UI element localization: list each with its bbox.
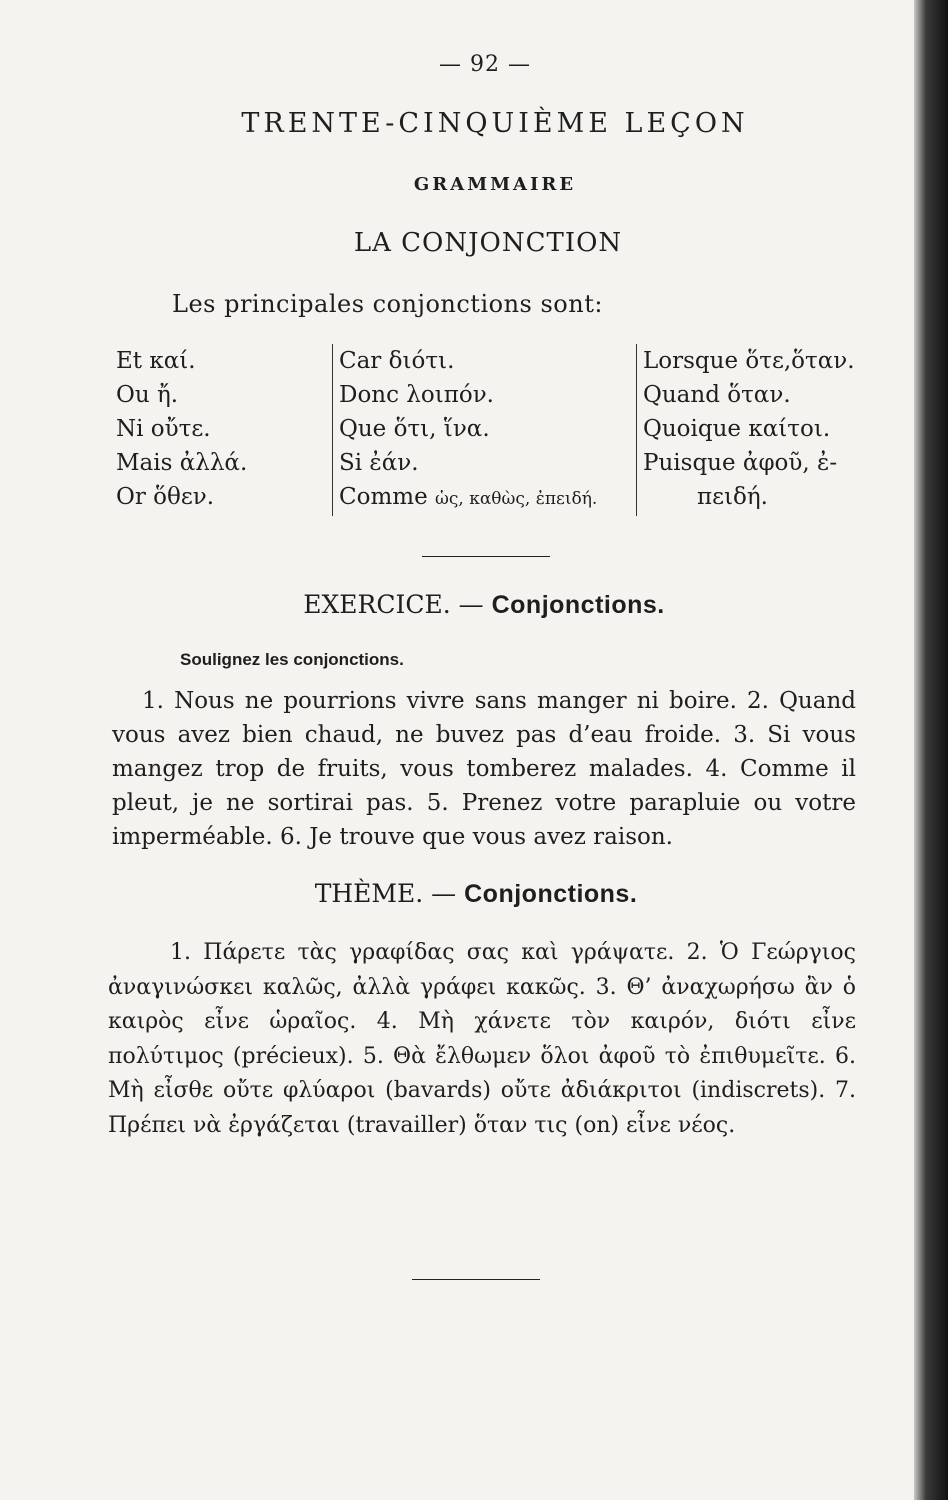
book-gutter: [914, 0, 948, 1500]
section-heading: GRAMMAIRE: [413, 174, 577, 195]
divider-rule: [412, 1279, 540, 1280]
exercise-heading: [0, 590, 948, 620]
conjunctions-column-3: [636, 344, 855, 516]
subsection-heading: LA CONJONCTION: [353, 228, 623, 258]
theme-paragraph: 1. Πάρετε τὰς γραφίδας σας καὶ γράψατε. 2. Ὁ Γεώργιος ἀναγινώσκει καλῶς, ἀλλὰ γράφει κακῶς. 3. Θ’ ἀναχωρήσω ἂν ὁ καιρὸς εἶνε ὡραῖος. 4. Μὴ χάνετε τὸν καιρόν, διότι εἶνε πολύτιμος (précieux). 5. Θὰ ἔλθωμεν ὅλοι ἀφοῦ τὸ ἐπιθυμεῖτε. 6. Μὴ εἶσθε οὔτε φλύαροι (bavards) οὔτε ἀδιάκριτοι (indiscrets). 7. Πρέπει νὰ ἐργάζεται (travailler) ὅταν τις (on) εἶνε νέος.: [108, 940, 856, 1138]
exercise-heading-topic: Conjonctions.: [491, 591, 665, 619]
conjunction-entry: Ni οὔτε.: [116, 416, 211, 442]
conjunction-entry: Quoique καίτοι.: [643, 416, 831, 442]
conjunction-entry: Puisque ἀφοῦ, ἐ-: [643, 450, 838, 476]
page-number: — 92 —: [439, 52, 531, 77]
divider-rule: [422, 556, 550, 557]
theme-text: [108, 936, 856, 1143]
conjunctions-column-2: [332, 344, 597, 516]
conjunctions-column-1: [116, 344, 247, 514]
conjunction-entry: Et καί.: [116, 348, 196, 374]
conjunction-entry: [339, 480, 597, 516]
conjunction-entry: Si ἐάν.: [339, 450, 419, 476]
conjunction-french: Comme: [339, 484, 428, 510]
exercise-instruction: Soulignez les conjonctions.: [180, 650, 404, 669]
conjunction-entry: Mais ἀλλά.: [116, 450, 248, 476]
lesson-title: TRENTE-CINQUIÈME LEÇON: [241, 108, 749, 139]
intro-text: Les principales conjonctions sont:: [172, 290, 603, 318]
conjunction-entry: Ou ἤ.: [116, 382, 179, 408]
conjunction-entry: Car διότι.: [339, 348, 455, 374]
conjunction-entry: Que ὅτι, ἵνα.: [339, 416, 490, 442]
conjunction-entry-continuation: πειδή.: [697, 484, 768, 510]
exercise-text: [112, 684, 856, 854]
theme-heading: [0, 879, 948, 909]
theme-heading-label: THÈME. —: [314, 879, 465, 908]
exercise-paragraph: 1. Nous ne pourrions vivre sans manger ni boire. 2. Quand vous avez bien chaud, ne buvez pas d’eau froide. 3. Si vous mangez trop de fruits, vous tomberez malades. 4. Comme il pleut, je ne sortirai pas. 5. Prenez votre parapluie ou votre imperméable. 6. Je trouve que vous avez raison.: [112, 688, 856, 850]
conjunction-greek: ὡς, καθὼς, ἐπειδή.: [435, 489, 598, 509]
conjunction-entry: Donc λοιπόν.: [339, 382, 494, 408]
theme-heading-topic: Conjonctions.: [464, 880, 638, 908]
exercise-heading-label: EXERCICE. —: [303, 590, 492, 619]
conjunction-entry: Or ὅθεν.: [116, 484, 215, 510]
conjunction-entry: Quand ὅταν.: [643, 382, 791, 408]
conjunction-entry: Lorsque ὅτε,ὅταν.: [643, 348, 855, 374]
